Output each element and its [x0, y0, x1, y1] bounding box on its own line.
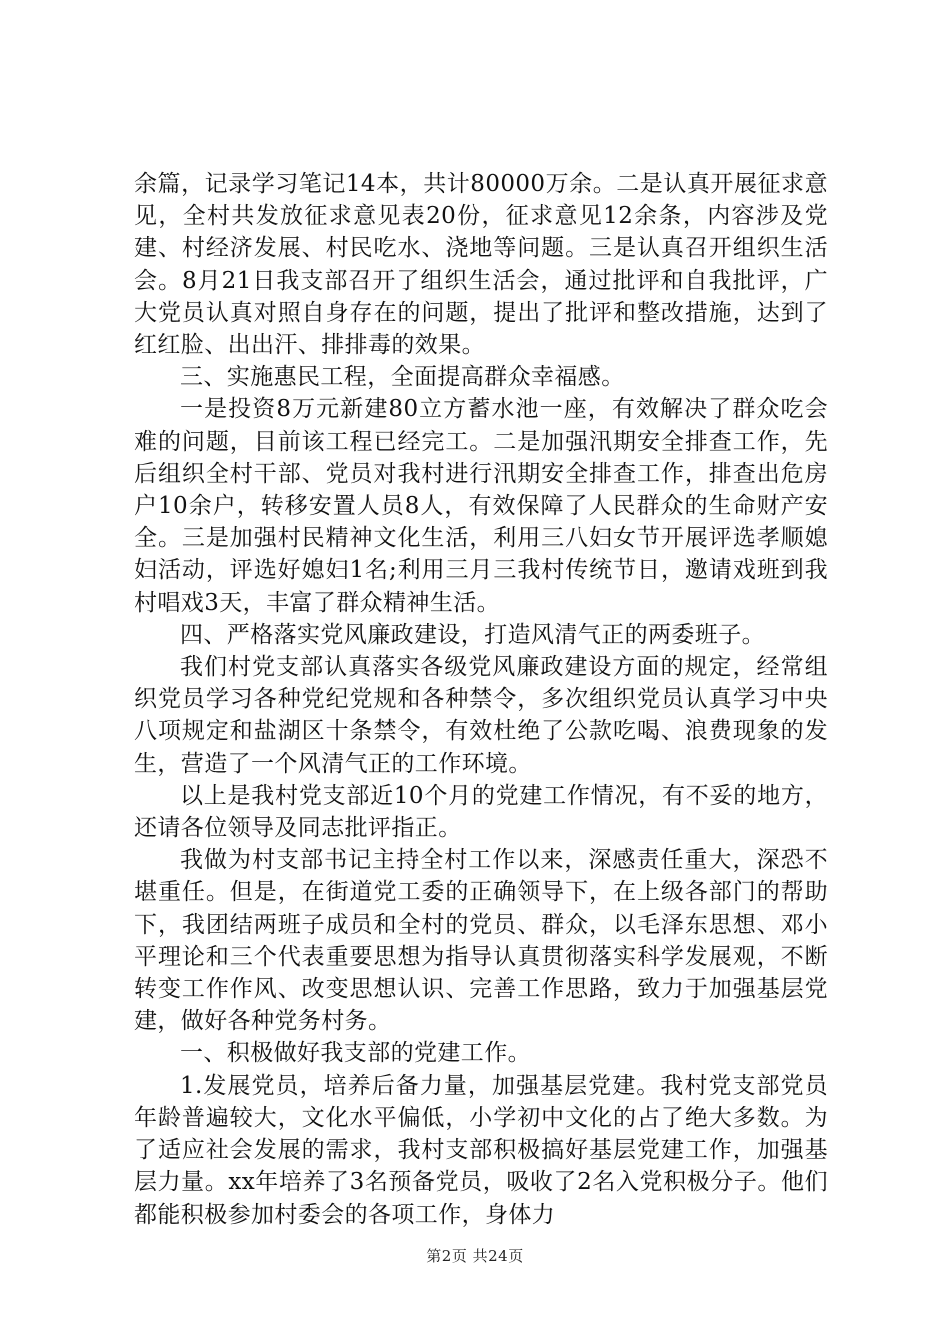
body-text — [134, 168, 828, 1231]
paragraph: 以上是我村党支部近10个月的党建工作情况，有不妥的地方，还请各位领导及同志批评指正。 — [134, 782, 828, 842]
paragraph: 我们村党支部认真落实各级党风廉政建设方面的规定，经常组织党员学习各种党纪党规和各种禁令，多次组织党员认真学习中央八项规定和盐湖区十条禁令，有效杜绝了公款吃喝、浪费现象的发生，营造了一个风清气正的工作环境。 — [134, 654, 828, 777]
section-heading-1: 一、积极做好我支部的党建工作。 — [180, 1040, 531, 1067]
section-heading-3: 三、实施惠民工程，全面提高群众幸福感。 — [180, 364, 625, 391]
section-heading-4: 四、严格落实党风廉政建设，打造风清气正的两委班子。 — [180, 621, 765, 648]
paragraph: 1.发展党员，培养后备力量，加强基层党建。我村党支部党员年龄普遍较大，文化水平偏低，小学初中文化的占了绝大多数。为了适应社会发展的需求，我村支部积极搞好基层党建工作，加强基层力量。xx年培养了3名预备党员，吸收了2名入党积极分子。他们都能积极参加村委会的各项工作，身体力 — [134, 1072, 828, 1228]
page-number-footer: 第2页 共24页 — [426, 1247, 524, 1265]
paragraph: 我做为村支部书记主持全村工作以来，深感责任重大，深恐不堪重任。但是，在街道党工委的正确领导下，在上级各部门的帮助下，我团结两班子成员和全村的党员、群众，以毛泽东思想、邓小平理论和三个代表重要思想为指导认真贯彻落实科学发展观，不断转变工作作风、改变思想认识、完善工作思路，致力于加强基层党建，做好各种党务村务。 — [134, 847, 828, 1035]
paragraph: 一是投资8万元新建80立方蓄水池一座，有效解决了群众吃会难的问题，目前该工程已经完工。二是加强汛期安全排查工作，先后组织全村干部、党员对我村进行汛期安全排查工作，排查出危房户10余户，转移安置人员8人，有效保障了人民群众的生命财产安全。三是加强村民精神文化生活，利用三八妇女节开展评选孝顺媳妇活动，评选好媳妇1名;利用三月三我村传统节日，邀请戏班到我村唱戏3天，丰富了群众精神生活。 — [134, 396, 828, 616]
paragraph-continued: 余篇，记录学习笔记14本，共计80000万余。二是认真开展征求意见，全村共发放征求意见表20份，征求意见12余条，内容涉及党建、村经济发展、村民吃水、浇地等问题。三是认真召开组织生活会。8月21日我支部召开了组织生活会，通过批评和自我批评，广大党员认真对照自身存在的问题，提出了批评和整改措施，达到了红红脸、出出汗、排排毒的效果。 — [134, 171, 828, 359]
